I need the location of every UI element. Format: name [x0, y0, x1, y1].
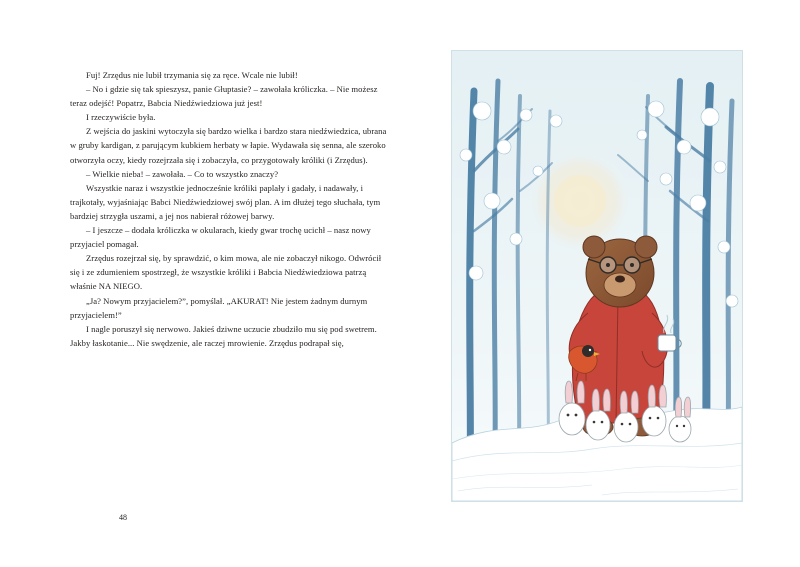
paragraph: Z wejścia do jaskini wytoczyła się bardzo wielka i bardzo stara niedźwiedzica, ubrana w gruby kardigan, z parującym kubkiem herbaty w łapie. Wydawała się senna, ale szeroko otworzyła oczy, kiedy rozejrzała się i zobaczyła, co przygotowały króliki (i Zrzędus). [70, 126, 387, 165]
paragraph: – No i gdzie się tak spieszysz, panie Głuptasie? – zawołała króliczka. – Nie możesz teraz odejść! Popatrz, Babcia Niedźwiedziowa już jest! [70, 84, 378, 109]
paragraph: I rzeczywiście była. [86, 112, 156, 123]
paragraph: Wszystkie naraz i wszystkie jednocześnie króliki paplały i gadały, i nadawały, i trajkotały, wyjaśniając Babci Niedźwiedziowej swój plan. A im dłużej tego słuchała, tym bardziej strzygła uszami, a jej nos nabierał różowej barwy. [70, 182, 381, 221]
paragraph: I nagle poruszył się nerwowo. Jakieś dziwne uczucie zbudziło mu się pod swetrem. Jakby łaskotanie... Nie swędzenie, ale raczej mrowienie. Zrzędus podrapał się, [70, 323, 377, 348]
paragraph: „Ja? Nowym przyjacielem?”, pomyślał. „AKURAT! Nie jestem żadnym durnym przyjacielem!” [70, 295, 368, 320]
paragraph: Zrzędus rozejrzał się, by sprawdzić, o kim mowa, ale nie zobaczył nikogo. Odwrócił się i ze zdumieniem spostrzegł, że wszystkie króliki i Babcia Niedźwiedziowa patrzą właśnie NA NIEGO. [70, 253, 382, 292]
paragraph: Fuj! Zrzędus nie lubił trzymania się za ręce. Wcale nie lubił! [86, 70, 298, 80]
left-text-page [70, 68, 390, 508]
illustration-panel [451, 50, 743, 502]
sun-icon [528, 149, 632, 253]
page-number: 48 [119, 513, 127, 522]
paragraph: – Wielkie nieba! – zawołała. – Co to wszystko znaczy? [86, 168, 279, 179]
bear-and-rabbits-illustration [452, 51, 742, 501]
paragraph: – I jeszcze – dodała króliczka w okularach, kiedy gwar trochę ucichł – nasz nowy przyjaciel pomagał. [70, 225, 371, 250]
